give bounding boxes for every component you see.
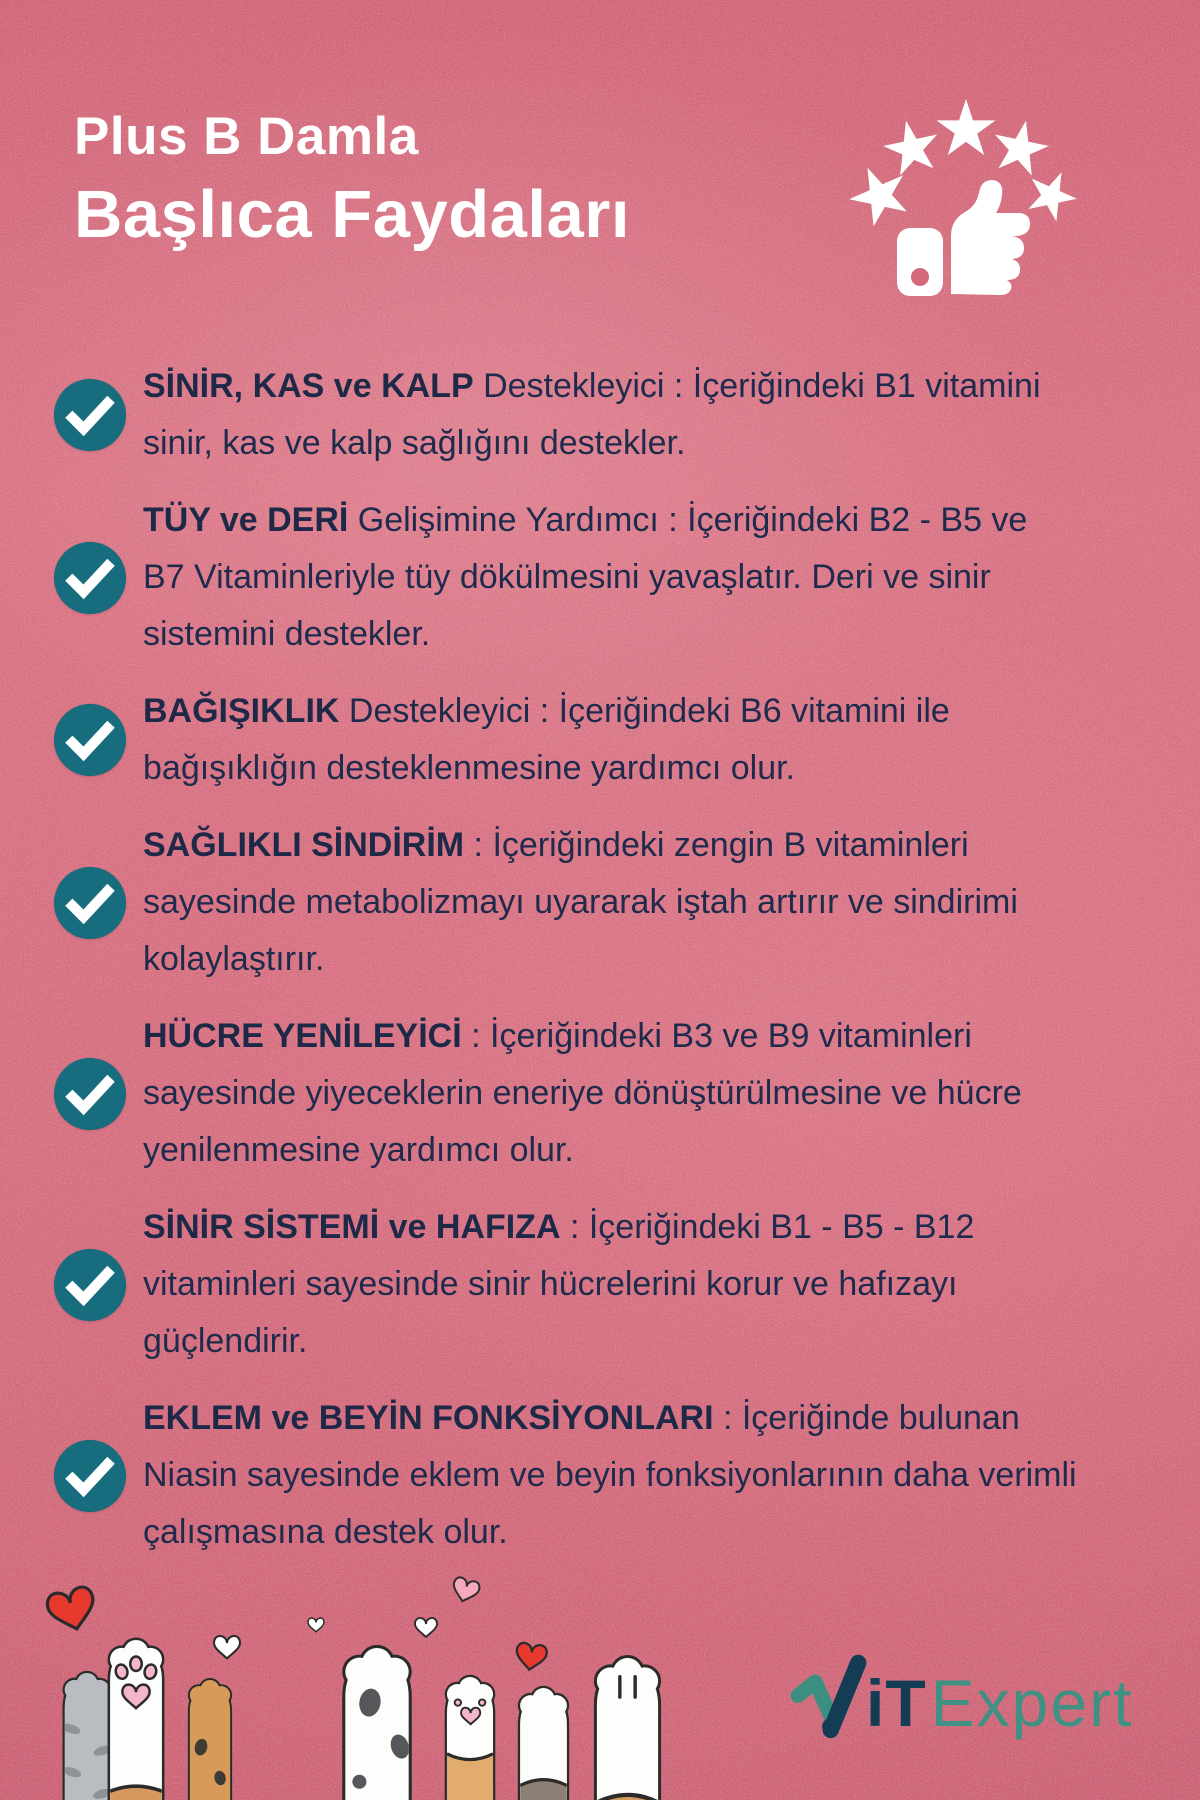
benefit-body: : İçeriğindeki B3 ve B9 vitaminleri sayesinde yiyeceklerin eneriye dönüştürülmesine ve hücre yenilenmesine yardımcı olur.: [143, 1017, 1022, 1169]
benefit-text: [143, 683, 1078, 797]
check-icon: [53, 1057, 127, 1131]
benefit-item-7: [53, 1390, 1200, 1561]
star-icon: [843, 99, 1083, 231]
benefit-item-2: [53, 492, 1200, 663]
benefit-text: [143, 817, 1078, 988]
heart-icon: [214, 1636, 240, 1658]
paw-icon: [345, 1648, 413, 1800]
check-icon: [53, 541, 127, 615]
benefit-item-4: [53, 817, 1200, 988]
benefit-body: : İçeriğindeki B1 - B5 - B12 vitaminleri sayesinde sinir hücrelerini korur ve hafızayı güçlendirir.: [143, 1208, 975, 1360]
benefit-heading: SAĞLIKLI SİNDİRİM: [143, 826, 465, 864]
check-icon: [53, 703, 127, 777]
benefit-text: [143, 492, 1078, 663]
heart-icon: [450, 1576, 481, 1605]
benefit-text: [143, 1008, 1078, 1179]
benefit-item-6: [53, 1199, 1200, 1370]
benefit-text: [143, 1199, 1078, 1370]
benefit-heading: SİNİR, KAS ve KALP: [143, 367, 474, 405]
paw-icon: [597, 1658, 658, 1800]
heart-icon: [514, 1642, 547, 1672]
benefit-heading: SİNİR SİSTEMİ ve HAFIZA: [143, 1208, 561, 1246]
paw-icon: [60, 1673, 114, 1800]
benefit-body: : İçeriğinde bulunan Niasin sayesinde eklem ve beyin fonksiyonlarının daha verimli çalışmasına destek olur.: [143, 1399, 1077, 1551]
benefit-body: Gelişimine Yardımcı : İçeriğindeki B2 - B5 ve B7 Vitaminleriyle tüy dökülmesini yavaşlatır. Deri ve sinir sistemini destekler.: [143, 501, 1028, 653]
heart-icon: [415, 1618, 437, 1637]
benefit-heading: HÜCRE YENİLEYİCİ: [143, 1017, 462, 1055]
logo-text-expert: Expert: [930, 1666, 1134, 1740]
benefit-item-1: [53, 358, 1200, 472]
benefit-list: [0, 358, 1200, 1581]
benefit-body: Destekleyici : İçeriğindeki B6 vitamini ile bağışıklığın desteklenmesine yardımcı olur.: [143, 692, 950, 787]
check-icon: [53, 1248, 127, 1322]
logo-text-it: iT: [866, 1666, 927, 1740]
heart-icon: [45, 1585, 99, 1635]
paw-icon: [520, 1688, 567, 1800]
check-icon: [53, 378, 127, 452]
benefit-body: Destekleyici : İçeriğindeki B1 vitamini sinir, kas ve kalp sağlığını destekler.: [143, 367, 1041, 462]
heart-icon: [308, 1618, 324, 1632]
paw-icon: [447, 1677, 493, 1800]
benefit-heading: TÜY ve DERİ: [143, 501, 349, 539]
benefit-item-5: [53, 1008, 1200, 1179]
benefit-text: [143, 1390, 1078, 1561]
benefit-heading: EKLEM ve BEYİN FONKSİYONLARI: [143, 1399, 714, 1437]
product-title: Plus B Damla: [74, 107, 419, 166]
check-icon: [53, 866, 127, 940]
thumbs-up-stars-icon: [843, 94, 1083, 309]
thumbs-up-icon: [897, 180, 1030, 296]
page-title: Başlıca Faydaları: [74, 177, 630, 253]
benefit-heading: BAĞIŞIKLIK: [143, 692, 340, 730]
check-icon: [53, 1439, 127, 1513]
benefit-text: [143, 358, 1078, 472]
benefit-item-3: [53, 683, 1200, 797]
cat-paws-illustration: [0, 1550, 720, 1800]
logo-vitexpert: [786, 1652, 1133, 1746]
logo-v-mark: [786, 1652, 872, 1746]
header: [74, 108, 630, 252]
benefit-body: : İçeriğindeki zengin B vitaminleri sayesinde metabolizmayı uyararak iştah artırır ve sindirimi kolaylaştırır.: [143, 826, 1018, 978]
paw-icon: [110, 1640, 162, 1800]
paw-icon: [190, 1680, 230, 1800]
